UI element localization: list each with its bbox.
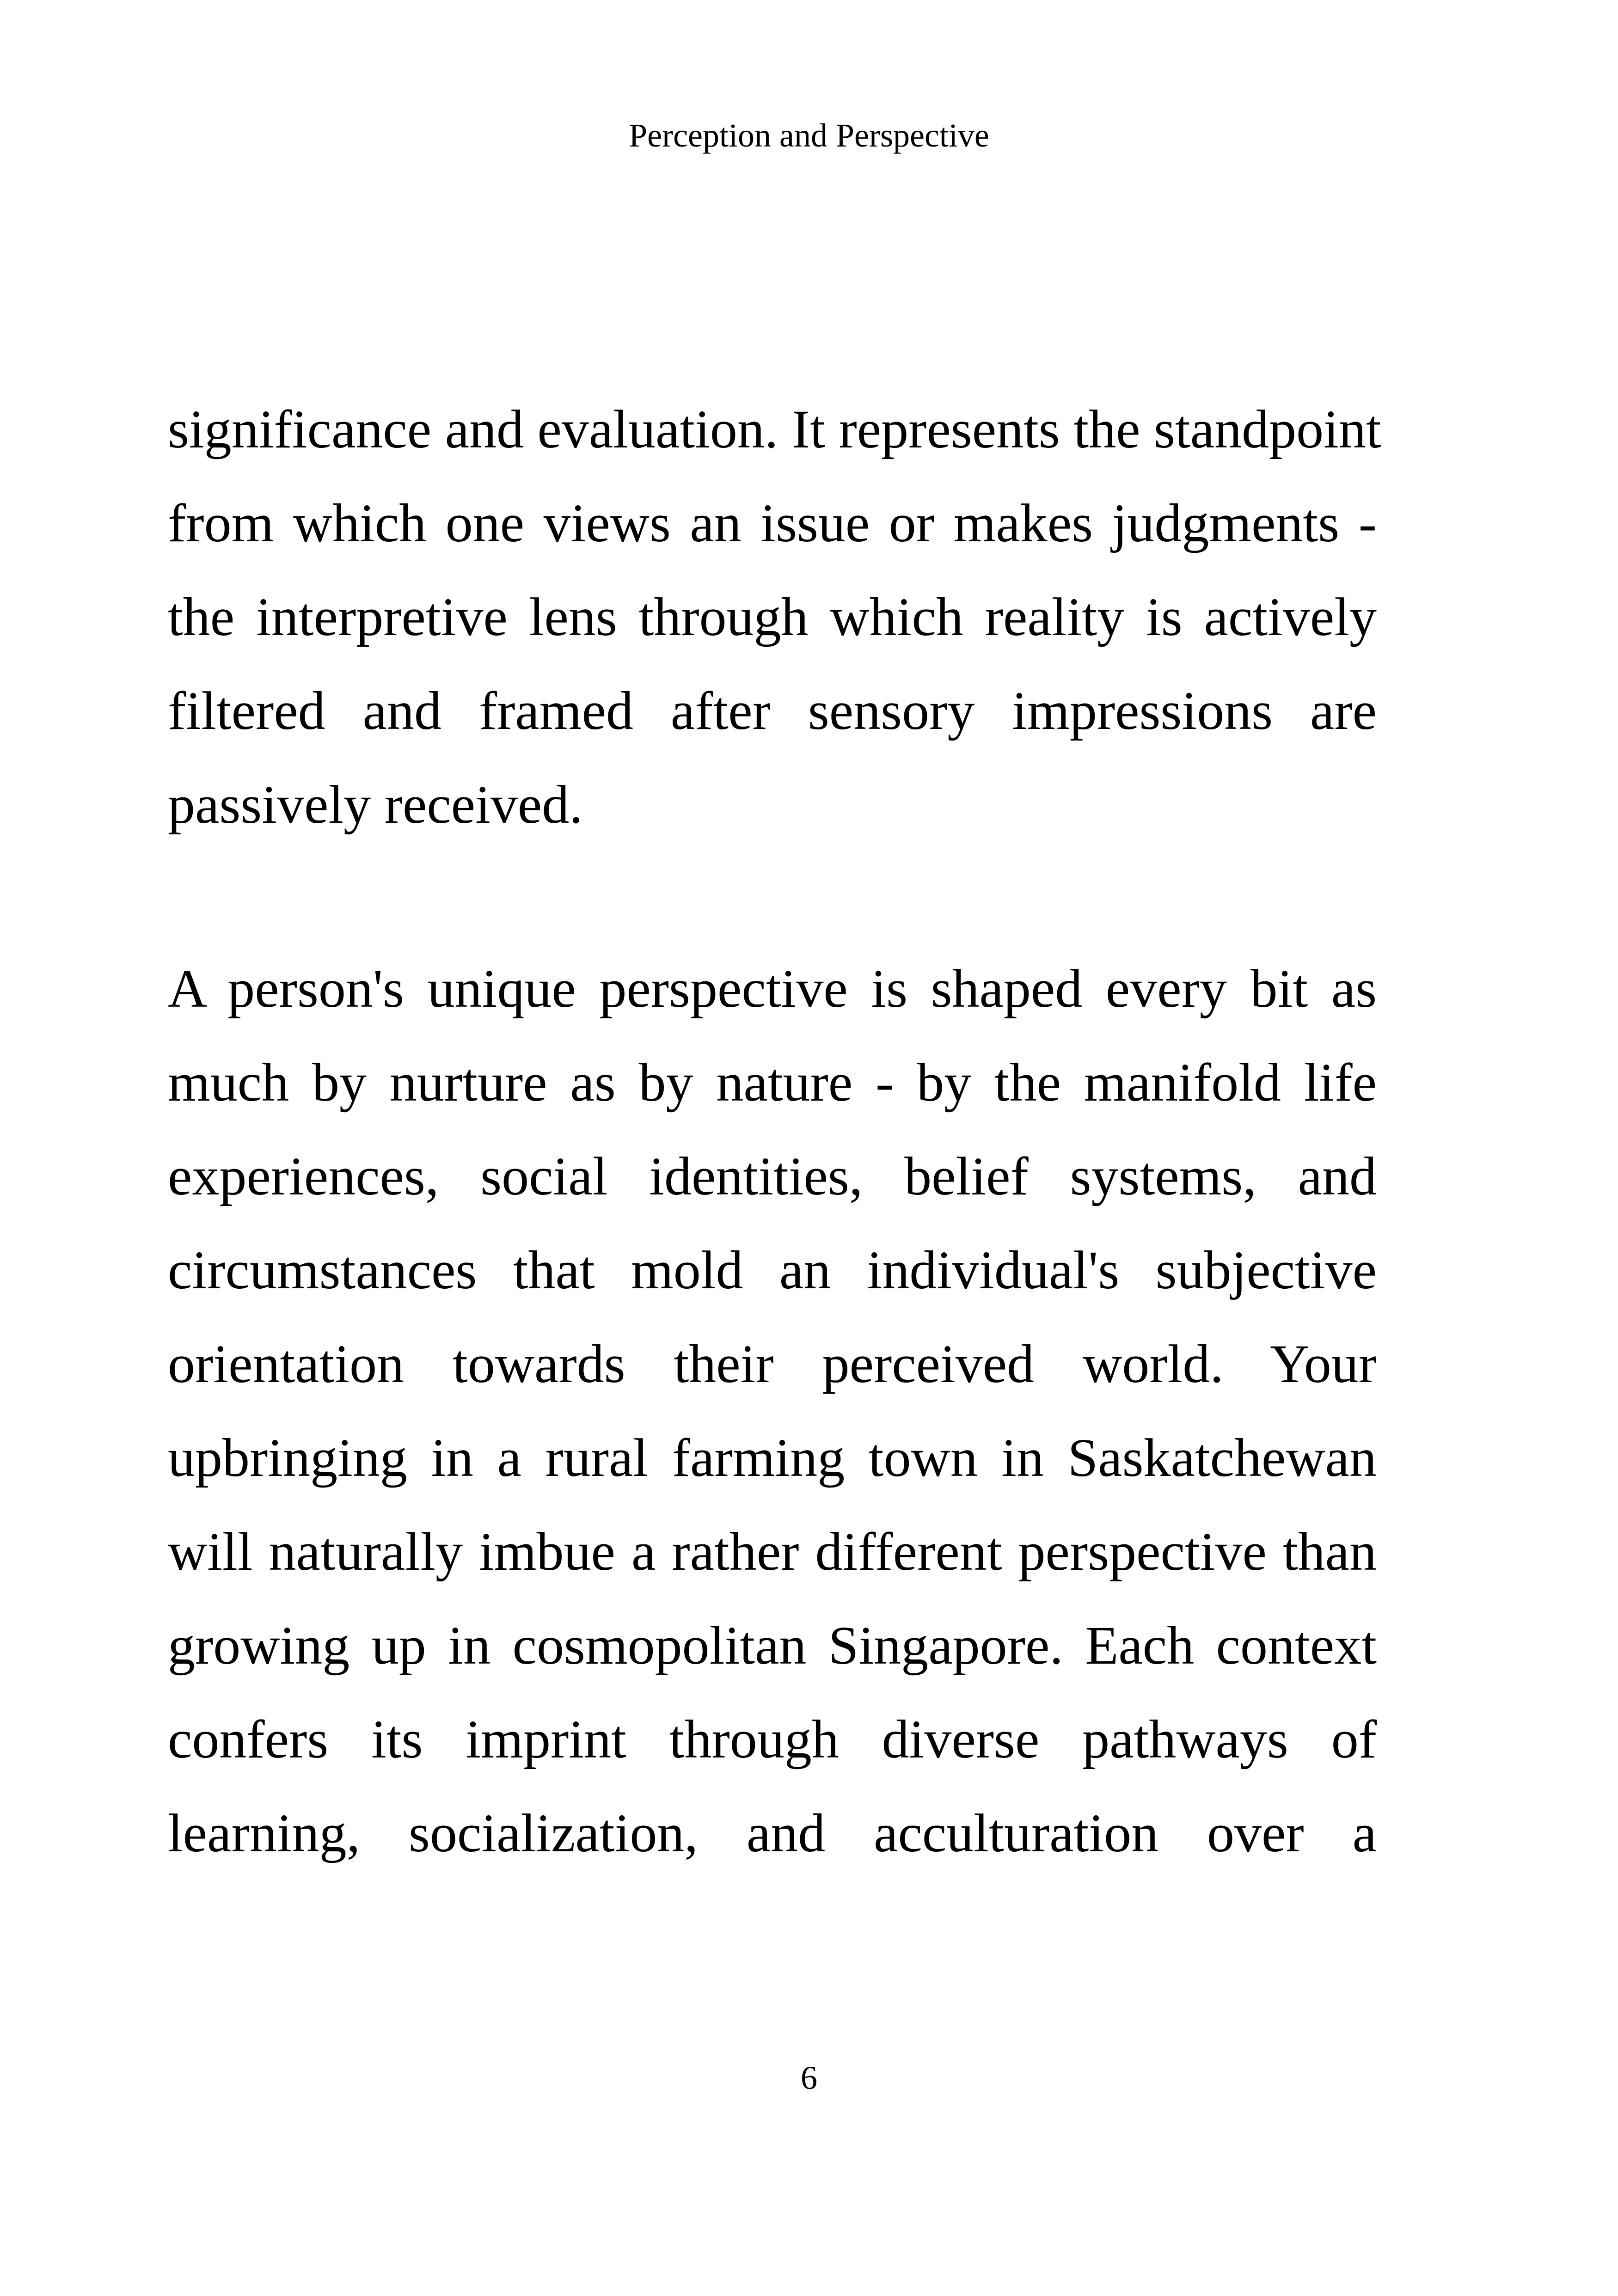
running-header: Perception and Perspective	[629, 117, 989, 154]
text-line: A person's unique perspective is shaped every bit as	[168, 958, 1377, 1019]
text-line: circumstances that mold an individual's subjective	[168, 1240, 1377, 1300]
text-line: orientation towards their perceived world. Your	[168, 1334, 1377, 1394]
text-line: filtered and framed after sensory impressions are	[168, 680, 1377, 741]
text-line: confers its imprint through diverse pathways of	[168, 1709, 1377, 1769]
paragraph	[168, 382, 1381, 851]
text-line: the interpretive lens through which reality is actively	[168, 587, 1377, 647]
text-line: from which one views an issue or makes judgments -	[168, 493, 1377, 553]
text-line: experiences, social identities, belief systems, and	[168, 1146, 1377, 1206]
text-line: much by nurture as by nature - by the manifold life	[168, 1052, 1377, 1113]
text-line: passively received.	[168, 774, 583, 835]
text-line: will naturally imbue a rather different perspective than	[168, 1521, 1377, 1582]
text-line: upbringing in a rural farming town in Saskatchewan	[168, 1427, 1377, 1488]
text-line: significance and evaluation. It represents the standpoint	[168, 399, 1381, 459]
text-line: growing up in cosmopolitan Singapore. Each context	[168, 1615, 1377, 1676]
paragraph	[168, 942, 1377, 1880]
page-number: 6	[801, 2059, 817, 2096]
text-line: learning, socialization, and acculturation over a	[168, 1803, 1377, 1863]
